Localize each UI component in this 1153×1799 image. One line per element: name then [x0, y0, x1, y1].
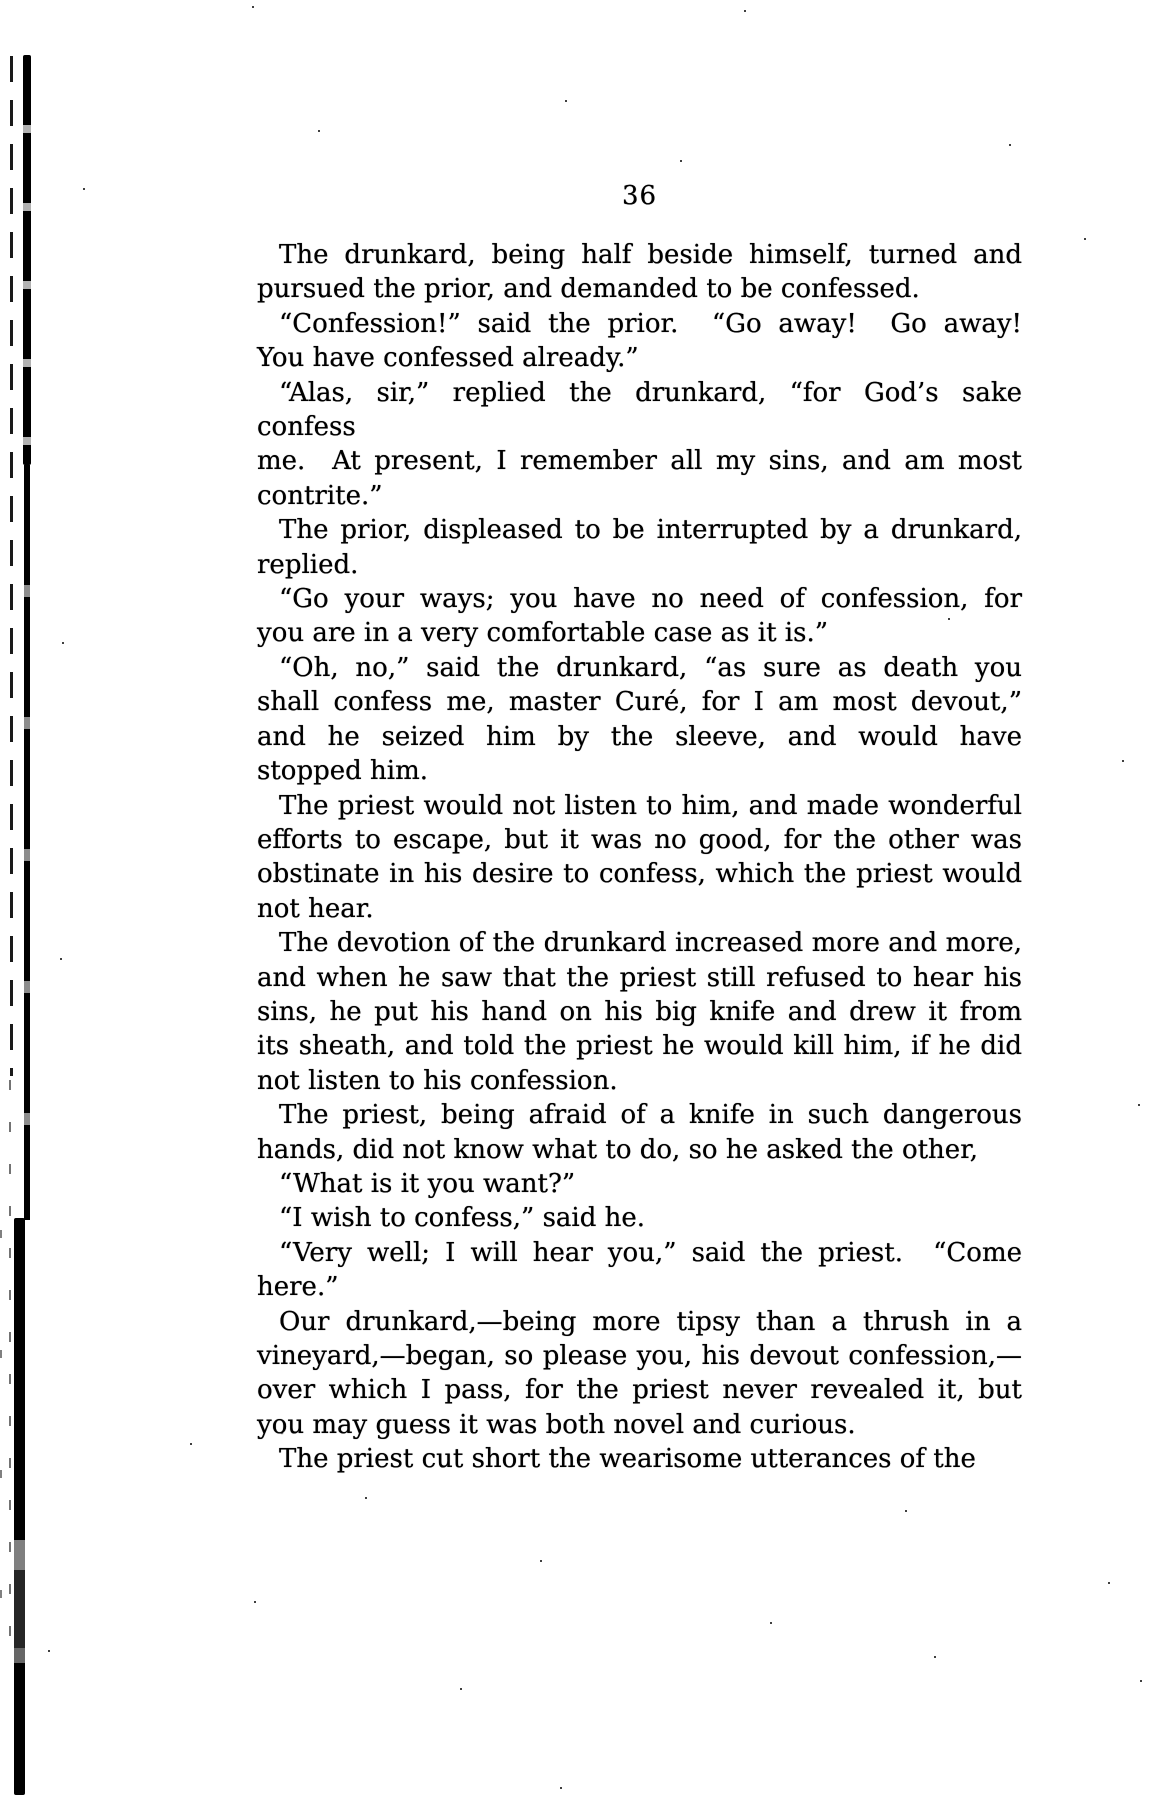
- text-line: sins, he put his hand on his big knife and drew it from: [257, 996, 1022, 1027]
- binding-shadow-line-thick-top: [23, 55, 31, 465]
- text-line: The drunkard, being half beside himself, turned and: [279, 240, 1022, 270]
- paragraph: [257, 1305, 1022, 1443]
- text-line: obstinate in his desire to confess, which the priest would: [257, 859, 1022, 890]
- text-line: pursued the prior, and demanded to be confessed.: [257, 274, 920, 305]
- text-line: stopped him.: [257, 756, 429, 787]
- binding-shadow-bar-bottom: [14, 1218, 25, 1795]
- page-text-block: [257, 238, 1022, 1477]
- text-line: The devotion of the drunkard increased more and more,: [279, 928, 1022, 959]
- paragraph: [257, 1098, 1022, 1167]
- text-line: not listen to his confession.: [257, 1065, 618, 1096]
- text-line: contrite.”: [257, 480, 383, 511]
- text-line: me. At present, I remember all my sins, and am most: [257, 446, 1022, 477]
- paragraph: [257, 926, 1022, 1098]
- text-line: “Confession!” said the prior. “Go away! Go away!: [279, 308, 1022, 339]
- text-line: not hear.: [257, 893, 374, 924]
- text-line: “Very well; I will hear you,” said the priest. “Come: [279, 1237, 1022, 1268]
- text-line: vineyard,—began, so please you, his devout confession,—: [257, 1341, 1022, 1371]
- paragraph: [257, 513, 1022, 582]
- text-line: over which I pass, for the priest never revealed it, but: [257, 1375, 1022, 1406]
- text-line: Our drunkard,—being more tipsy than a thrush in a: [279, 1306, 1022, 1337]
- paragraph: [257, 1236, 1022, 1305]
- paragraph: [257, 307, 1022, 376]
- text-line: shall confess me, master Curé, for I am most devout,”: [257, 687, 1022, 718]
- text-line: and he seized him by the sleeve, and would have: [257, 721, 1022, 752]
- binding-shadow-line-thick-mid: [24, 465, 30, 1220]
- paragraph: [257, 1201, 1022, 1235]
- text-line: hands, did not know what to do, so he asked the other,: [257, 1134, 979, 1165]
- text-line: “Alas, sir,” replied the drunkard, “for God’s sake confess: [257, 377, 1022, 443]
- binding-shadow-line-thin-top: [10, 56, 13, 1076]
- text-line: and when he saw that the priest still refused to hear his: [257, 962, 1022, 993]
- text-line: replied.: [257, 549, 359, 580]
- text-line: its sheath, and told the priest he would kill him, if he did: [257, 1031, 1022, 1062]
- page-number: 36: [621, 181, 658, 211]
- text-line: The prior, displeased to be interrupted by a drunkard,: [279, 515, 1022, 546]
- text-line: You have confessed already.”: [257, 343, 639, 374]
- text-line: “I wish to confess,” said he.: [279, 1203, 646, 1234]
- text-line: “Oh, no,” said the drunkard, “as sure as death you: [279, 652, 1022, 683]
- text-line: you may guess it was both novel and curious.: [257, 1409, 856, 1440]
- paragraph: [257, 1442, 1022, 1476]
- dust-specks: [0, 0, 2, 2]
- text-line: The priest would not listen to him, and made wonderful: [279, 790, 1022, 821]
- paragraph: [257, 789, 1022, 927]
- text-line: efforts to escape, but it was no good, for the other was: [257, 824, 1022, 855]
- text-line: “Go your ways; you have no need of confession, for: [279, 584, 1022, 615]
- paragraph: [257, 651, 1022, 789]
- binding-shadow-line-thin-bottom: [9, 1080, 11, 1640]
- page-edge-dashes: [0, 1230, 2, 1700]
- text-line: “What is it you want?”: [279, 1168, 576, 1199]
- paragraph: [257, 1167, 1022, 1201]
- paragraph: [257, 376, 1022, 514]
- text-line: The priest cut short the wearisome utterances of the: [279, 1444, 976, 1475]
- paragraph: [257, 582, 1022, 651]
- text-line: here.”: [257, 1272, 339, 1303]
- paragraph: [257, 238, 1022, 307]
- text-line: you are in a very comfortable case as it is.”: [257, 618, 829, 649]
- text-line: The priest, being afraid of a knife in such dangerous: [279, 1100, 1022, 1131]
